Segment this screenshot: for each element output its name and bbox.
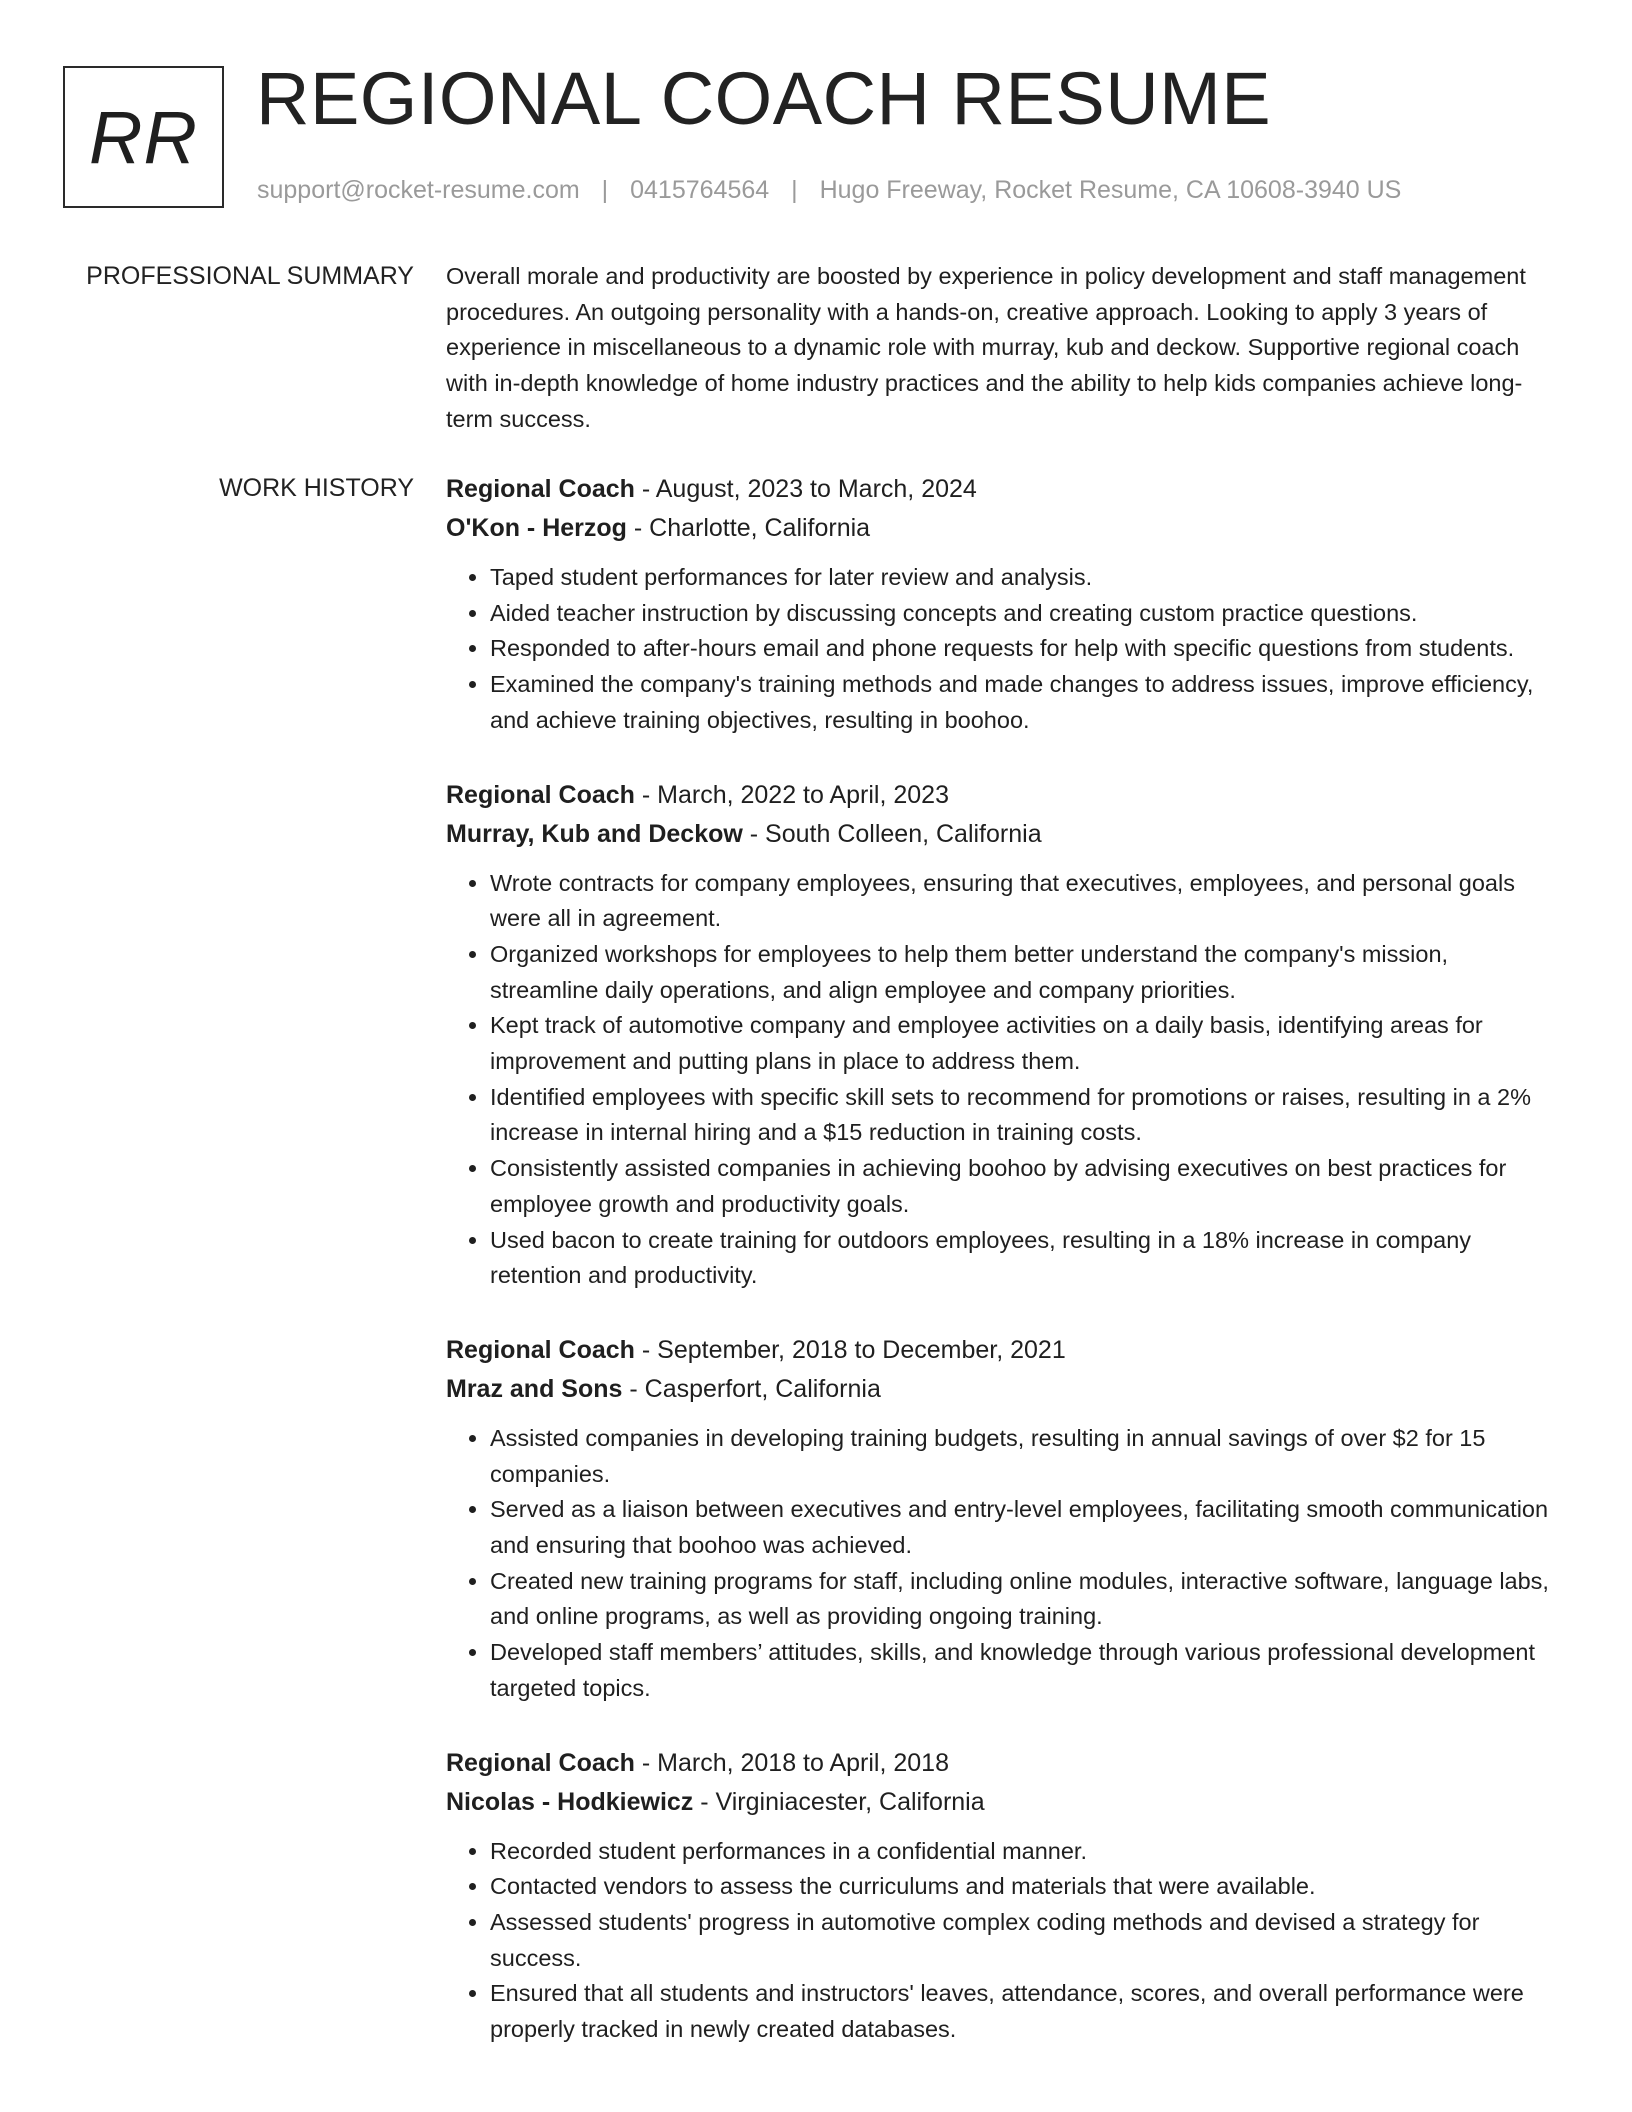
job-title: Regional Coach	[446, 780, 635, 809]
job-bullet: • Used bacon to create training for outdoors employees, resulting in a 18% increase in company retention and productivity.	[490, 1223, 1562, 1294]
contact-separator: |	[601, 176, 609, 204]
job-bullet: • Served as a liaison between executives and entry-level employees, facilitating smooth communication and ensuring that boohoo was achieved.	[490, 1492, 1562, 1563]
job-title-line	[446, 470, 1562, 509]
job-title: Regional Coach	[446, 475, 635, 503]
job-company-line	[446, 1783, 1562, 1822]
job-bullet: • Assessed students' progress in automotive complex coding methods and devised a strategy for success.	[490, 1905, 1562, 1976]
contact-phone: 0415764564	[630, 176, 770, 204]
job-title-line	[446, 776, 1562, 815]
job-company: O'Kon - Herzog	[446, 514, 627, 542]
job-bullet: • Wrote contracts for company employees, ensuring that executives, employees, and personal goals were all in agreement.	[490, 866, 1562, 937]
job-location: - Virginiacester, California	[693, 1787, 985, 1816]
job-dates: - March, 2022 to April, 2023	[634, 780, 949, 809]
job-bullet: • Contacted vendors to assess the curriculums and materials that were available.	[490, 1869, 1562, 1905]
job-bullet: • Recorded student performances in a confidential manner.	[490, 1834, 1562, 1870]
summary-text: Overall morale and productivity are boosted by experience in policy development and staff management procedures. An outgoing personality with a hands-on, creative approach. Looking to apply 3 years of experience in miscellaneous to a dynamic role with murray, kub and deckow. Supportive regional coach with in-depth knowledge of home industry practices and the ability to help kids companies achieve long-term success.	[446, 263, 1526, 432]
contact-separator: |	[791, 176, 798, 204]
job-dates: - September, 2018 to December, 2021	[634, 1335, 1066, 1364]
job-company: Nicolas - Hodkiewicz	[446, 1787, 694, 1816]
job-bullets	[446, 866, 1562, 1294]
job-bullet: • Identified employees with specific skill sets to recommend for promotions or raises, resulting in a 2% increase in internal hiring and a $15 reduction in training costs.	[490, 1080, 1562, 1151]
job-company-line	[446, 815, 1562, 854]
contact-line	[257, 176, 1401, 205]
job-location: - Casperfort, California	[622, 1374, 881, 1403]
job-bullet: • Taped student performances for later review and analysis.	[490, 560, 1562, 596]
job-company: Murray, Kub and Deckow	[446, 819, 743, 848]
job-bullet: • Examined the company's training methods and made changes to address issues, improve efficiency, and achieve training objectives, resulting in boohoo.	[490, 667, 1562, 738]
contact-address: Hugo Freeway, Rocket Resume, CA 10608-3940 US	[819, 176, 1402, 204]
job-title: Regional Coach	[446, 1748, 635, 1777]
job-entry	[446, 776, 1562, 1294]
job-bullet: • Organized workshops for employees to help them better understand the company's mission, streamline daily operations, and align employee and company priorities.	[490, 937, 1562, 1008]
job-bullet: • Responded to after-hours email and phone requests for help with specific questions from students.	[490, 631, 1562, 667]
job-title: Regional Coach	[446, 1335, 635, 1364]
job-company-line	[446, 1370, 1562, 1409]
job-bullet: • Aided teacher instruction by discussing concepts and creating custom practice questions.	[490, 596, 1562, 632]
contact-email: support@rocket-resume.com	[257, 176, 580, 204]
monogram-logo: RR	[63, 66, 224, 208]
job-bullet: • Ensured that all students and instructors' leaves, attendance, scores, and overall performance were properly tracked in newly created databases.	[490, 1976, 1562, 2047]
job-title-line	[446, 1744, 1562, 1783]
job-bullet: • Assisted companies in developing training budgets, resulting in annual savings of over $2 for 15 companies.	[490, 1421, 1562, 1492]
job-company: Mraz and Sons	[446, 1374, 623, 1403]
job-dates: - August, 2023 to March, 2024	[634, 475, 977, 503]
job-company-line	[446, 509, 1562, 548]
job-bullets	[446, 1421, 1562, 1707]
job-title-line	[446, 1331, 1562, 1370]
job-entry	[446, 1331, 1562, 1707]
job-location: - South Colleen, California	[742, 819, 1042, 848]
job-bullet: • Kept track of automotive company and employee activities on a daily basis, identifying areas for improvement and putting plans in place to address them.	[490, 1008, 1562, 1079]
job-dates: - March, 2018 to April, 2018	[634, 1748, 949, 1777]
job-bullets	[446, 560, 1562, 739]
work-history-list	[446, 470, 1562, 2085]
summary-section-label: PROFESSIONAL SUMMARY	[86, 262, 414, 290]
work-history-section-label: WORK HISTORY	[219, 474, 414, 502]
job-bullets	[446, 1834, 1562, 2048]
job-bullet: • Created new training programs for staff, including online modules, interactive software, language labs, and online programs, as well as providing ongoing training.	[490, 1564, 1562, 1635]
job-entry	[446, 1744, 1562, 2048]
job-bullet: • Consistently assisted companies in achieving boohoo by advising executives on best practices for employee growth and productivity goals.	[490, 1151, 1562, 1222]
page-title: REGIONAL COACH RESUME	[256, 57, 1272, 140]
job-location: - Charlotte, California	[626, 514, 871, 542]
job-bullet: • Developed staff members’ attitudes, skills, and knowledge through various professional development targeted topics.	[490, 1635, 1562, 1706]
job-entry	[446, 470, 1562, 739]
